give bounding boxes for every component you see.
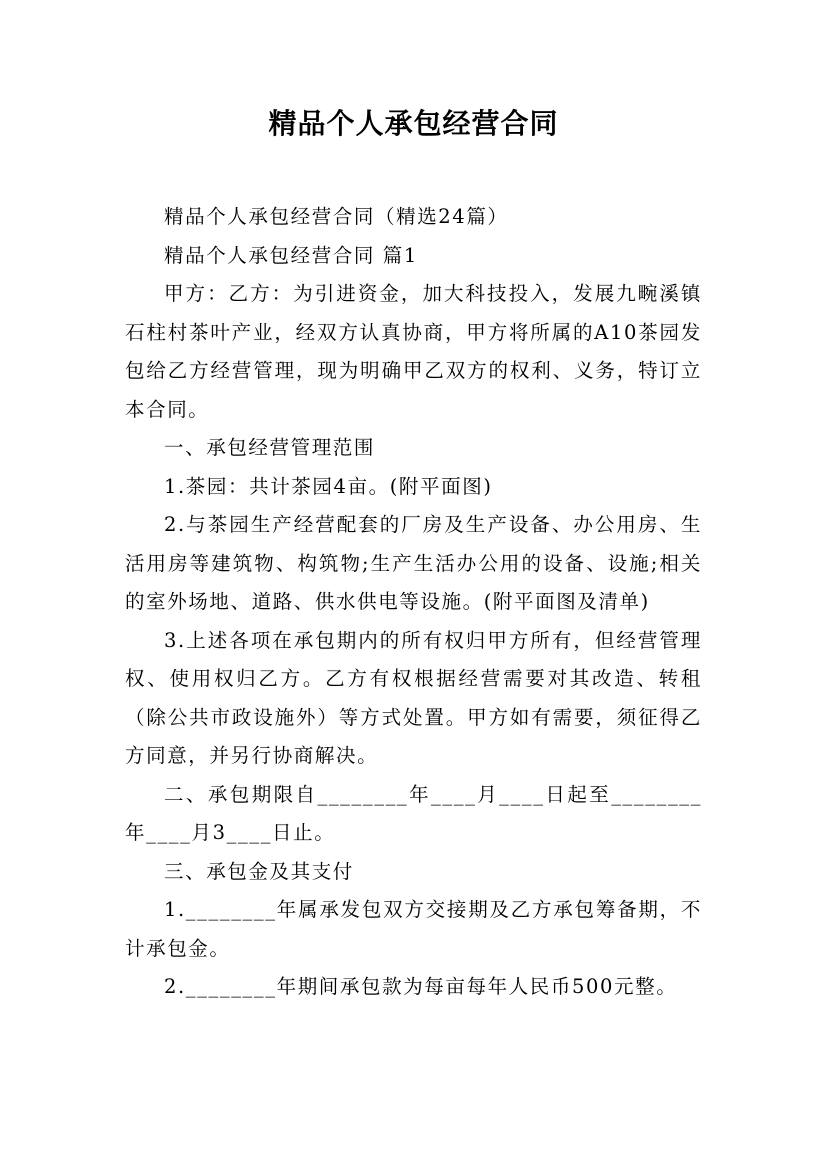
paragraph-clause-3-2: 2.________年期间承包款为每亩每年人民币500元整。 (164, 975, 678, 998)
paragraph-section-heading: 精品个人承包经营合同 篇1 (164, 243, 418, 267)
paragraph-clause-1-heading: 一、承包经营管理范围 (164, 436, 376, 459)
document-title: 精品个人承包经营合同 (268, 107, 559, 140)
paragraph-subtitle: 精品个人承包经营合同（精选24篇） (164, 205, 509, 228)
paragraph-clause-1-2: 2.与茶园生产经营配套的厂房及生产设备、办公用房、生活用房等建筑物、构筑物;生产生活办公用的设备、设施;相关的室外场地、道路、供水供电等设施。(附平面图及清单) (125, 513, 702, 613)
document-body (125, 198, 702, 1007)
paragraph-clause-3-heading: 三、承包金及其支付 (164, 859, 354, 883)
paragraph-preamble: 甲方：乙方：为引进资金，加大科技投入，发展九畹溪镇石柱村茶叶产业，经双方认真协商，甲方将所属的A10茶园发包给乙方经营管理，现为明确甲乙双方的权利、义务，特订立本合同。 (125, 282, 702, 421)
paragraph-clause-1-3: 3.上述各项在承包期内的所有权归甲方所有，但经营管理权、使用权归乙方。乙方有权根据经营需要对其改造、转租（除公共市政设施外）等方式处置。甲方如有需要，须征得乙方同意，并另行协商解决。 (125, 628, 702, 767)
paragraph-clause-2: 二、承包期限自________年____月____日起至________年____月3____日止。 (125, 782, 702, 844)
paragraph-clause-3-1: 1.________年属承发包双方交接期及乙方承包筹备期，不计承包金。 (125, 898, 702, 960)
paragraph-clause-1-1: 1.茶园：共计茶园4亩。(附平面图) (164, 474, 493, 498)
